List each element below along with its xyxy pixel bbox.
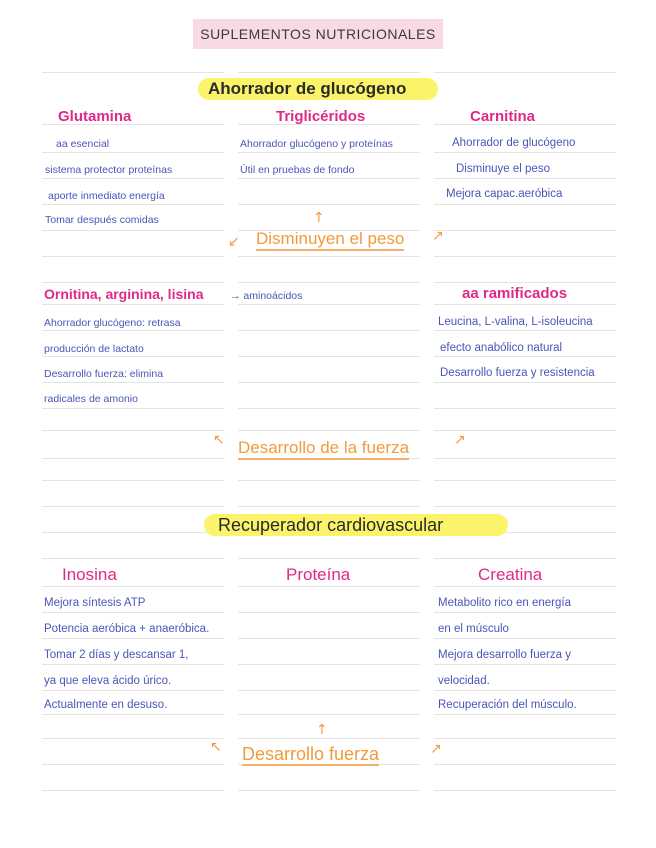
trigliceridos-item: Útil en pruebas de fondo: [240, 164, 355, 176]
section3-summary: Desarrollo fuerza: [242, 744, 380, 764]
carnitina-item: Mejora capac.aeróbica: [446, 188, 563, 200]
left-arrow-icon: ↖: [210, 739, 222, 755]
section1-heading: Ahorrador de glucógeno: [208, 79, 407, 98]
page-title: SUPLEMENTOS NUTRICIONALES: [193, 19, 443, 49]
glutamina-item: aa esencial: [56, 138, 110, 150]
ornitina-item: radicales de amonio: [44, 393, 138, 405]
section2-summary: Desarrollo de la fuerza: [238, 438, 409, 460]
ramificados-item: efecto anabólico natural: [440, 342, 563, 354]
ornitina-title: Ornitina, arginina, lisina: [44, 286, 204, 302]
ornitina-item: Ahorrador glucógeno: retrasa: [44, 317, 181, 329]
creatina-item: velocidad.: [438, 675, 490, 687]
left-arrow-icon: ↖: [213, 432, 225, 448]
inosina-title: Inosina: [62, 565, 117, 584]
ornitina-item: Desarrollo fuerza: elimina: [44, 368, 164, 380]
inosina-item: Mejora síntesis ATP: [44, 597, 146, 609]
glutamina-item: sistema protector proteínas: [45, 164, 173, 176]
proteina-title: Proteína: [286, 565, 351, 584]
inosina-item: Tomar 2 días y descansar 1,: [44, 649, 189, 661]
inosina-item: Actualmente en desuso.: [44, 699, 168, 711]
section1-summary: Disminuyen el peso: [256, 229, 404, 251]
creatina-title: Creatina: [478, 565, 543, 584]
inosina-item: Potencia aeróbica + anaeróbica.: [44, 623, 210, 635]
inosina-item: ya que eleva ácido úrico.: [44, 675, 172, 687]
aa-ramificados-title: aa ramificados: [462, 285, 568, 302]
left-arrow-icon: ↙: [228, 234, 240, 250]
creatina-item: Mejora desarrollo fuerza y: [438, 649, 571, 661]
glutamina-item: Tomar después comidas: [45, 214, 159, 226]
creatina-item: Metabolito rico en energía: [438, 597, 571, 609]
carnitina-title: Carnitina: [470, 108, 536, 125]
aminoacidos-note: → aminoácidos: [230, 290, 303, 302]
carnitina-item: Disminuye el peso: [456, 163, 550, 175]
right-arrow-icon: ↗: [430, 741, 442, 757]
section3-heading: Recuperador cardiovascular: [218, 515, 444, 535]
creatina-item: en el músculo: [438, 623, 509, 635]
carnitina-item: Ahorrador de glucógeno: [452, 137, 576, 149]
ramificados-item: Desarrollo fuerza y resistencia: [440, 367, 595, 379]
ramificados-item: Leucina, L-valina, L-isoleucina: [438, 316, 593, 328]
up-arrow-icon: ↑: [313, 210, 325, 226]
glutamina-item: aporte inmediato energía: [48, 190, 165, 202]
trigliceridos-title: Triglicéridos: [276, 108, 366, 125]
trigliceridos-item: Ahorrador glucógeno y proteínas: [240, 138, 393, 150]
right-arrow-icon: ↗: [432, 228, 444, 244]
up-arrow-icon: ↑: [316, 722, 328, 738]
creatina-item: Recuperación del músculo.: [438, 699, 577, 711]
ornitina-item: producción de lactato: [44, 343, 144, 355]
right-arrow-icon: ↗: [454, 432, 466, 448]
glutamina-title: Glutamina: [58, 108, 132, 125]
